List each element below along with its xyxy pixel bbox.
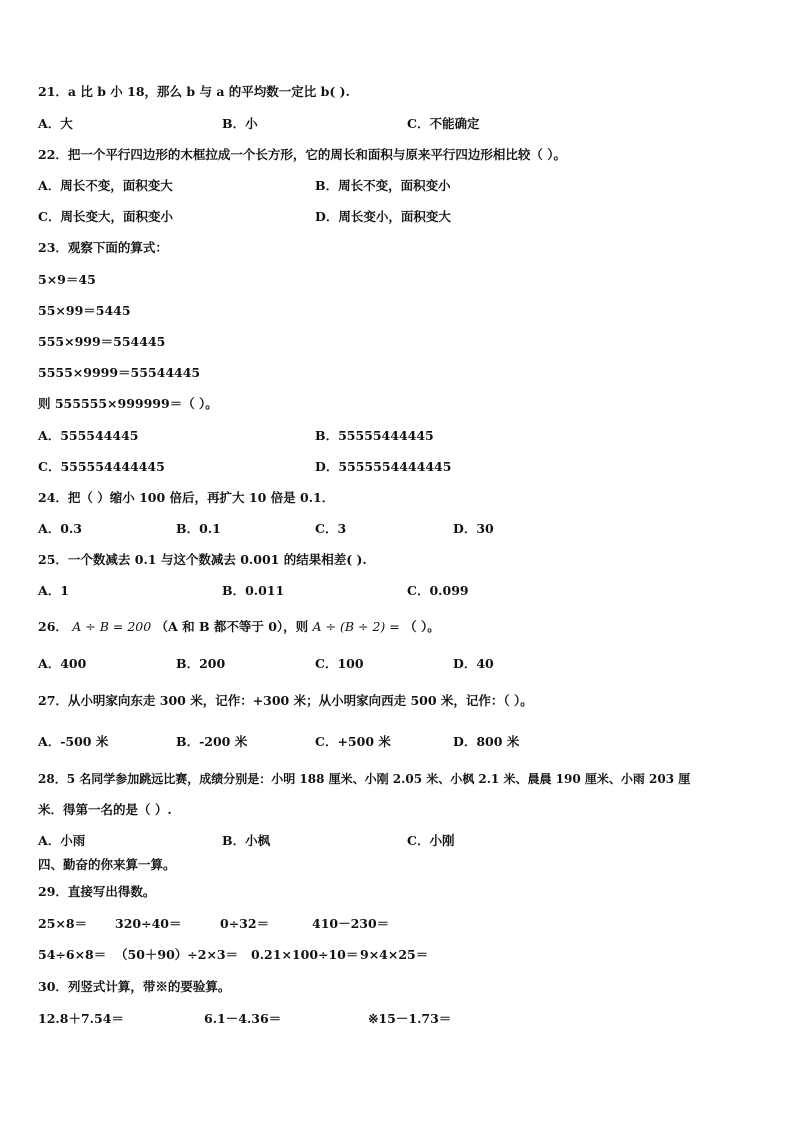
- question-25: 25．一个数减去 0.1 与这个数减去 0.001 的结果相差( ).: [38, 552, 367, 567]
- option-24-d: D．30: [453, 521, 494, 536]
- option-22-c: C．周长变大，面积变小: [38, 209, 173, 224]
- option-26-d: D．40: [453, 656, 494, 671]
- formula-line-4: 5555×9999＝55544445: [38, 365, 201, 380]
- calc-29-5: 54÷6×8＝: [38, 947, 107, 962]
- formula-line-1: 5×9＝45: [38, 272, 96, 287]
- option-28-a: A．小雨: [38, 833, 86, 848]
- option-23-b: B．55555444445: [315, 428, 434, 443]
- calc-29-4: 410－230＝: [312, 916, 390, 931]
- option-24-c: C．3: [315, 521, 347, 536]
- question-26-number: 26．: [38, 619, 68, 634]
- question-23: 23．观察下面的算式：: [38, 240, 168, 255]
- calc-29-1: 25×8＝: [38, 916, 88, 931]
- calc-29-2: 320÷40＝: [115, 916, 182, 931]
- calc-30-3: ※15－1.73＝: [368, 1011, 452, 1026]
- option-22-d: D．周长变小，面积变大: [315, 209, 451, 224]
- question-28-line-1: 28．5 名同学参加跳远比赛，成绩分别是：小明 188 厘米、小刚 2.05 米、小枫 2.1 米、晨晨 190 厘米、小雨 203 厘: [38, 772, 691, 786]
- calc-29-6: （50＋90）÷2×3＝: [115, 947, 239, 962]
- question-26-blank: （ ）。: [404, 619, 440, 634]
- option-26-c: C．100: [315, 656, 364, 671]
- option-25-c: C．0.099: [407, 583, 469, 598]
- question-26-condition: （A 和 B 都不等于 0），则: [155, 619, 309, 634]
- formula-line-2: 55×99＝5445: [38, 303, 131, 318]
- option-24-b: B．0.1: [176, 521, 221, 536]
- option-28-c: C．小刚: [407, 833, 455, 848]
- question-22: 22．把一个平行四边形的木框拉成一个长方形，它的周长和面积与原来平行四边形相比较（ ）。: [38, 147, 566, 162]
- question-26: [38, 619, 440, 635]
- option-21-b: B．小: [222, 116, 258, 131]
- question-24: 24．把（ ）缩小 100 倍后，再扩大 10 倍是 0.1．: [38, 490, 335, 505]
- question-29: 29．直接写出得数。: [38, 884, 156, 899]
- option-22-a: A．周长不变，面积变大: [38, 178, 173, 193]
- question-28-line-2: 米．得第一名的是（ ）.: [38, 802, 172, 817]
- option-27-d: D．800 米: [453, 734, 520, 749]
- option-26-a: A．400: [38, 656, 87, 671]
- question-30: 30．列竖式计算，带※的要验算。: [38, 979, 231, 994]
- question-27: 27．从小明家向东走 300 米，记作：+300 米；从小明家向西走 500 米，记作：（ ）。: [38, 693, 533, 708]
- calc-30-2: 6.1－4.36＝: [204, 1011, 282, 1026]
- calc-29-8: 9×4×25＝: [360, 947, 429, 962]
- option-25-b: B．0.011: [222, 583, 285, 598]
- question-21: 21．a 比 b 小 18，那么 b 与 a 的平均数一定比 b( ).: [38, 84, 350, 99]
- calc-29-3: 0÷32＝: [220, 916, 270, 931]
- option-23-d: D．5555554444445: [315, 459, 452, 474]
- option-28-b: B．小枫: [222, 833, 271, 848]
- option-23-a: A．555544445: [38, 428, 139, 443]
- calc-30-1: 12.8＋7.54＝: [38, 1011, 124, 1026]
- option-27-c: C．+500 米: [315, 734, 391, 749]
- formula-a-div-b-half: A ÷ (B ÷ 2) =: [312, 619, 400, 634]
- option-24-a: A．0.3: [38, 521, 82, 536]
- option-26-b: B．200: [176, 656, 226, 671]
- question-23-ask: 则 555555×999999＝（ ）。: [38, 396, 218, 411]
- option-22-b: B．周长不变，面积变小: [315, 178, 451, 193]
- option-21-c: C．不能确定: [407, 116, 480, 131]
- formula-line-3: 555×999＝554445: [38, 334, 166, 349]
- option-27-b: B．-200 米: [176, 734, 248, 749]
- formula-a-div-b: A ÷ B = 200: [72, 619, 152, 634]
- option-27-a: A．-500 米: [38, 734, 109, 749]
- option-23-c: C．555554444445: [38, 459, 165, 474]
- section-heading: 四、勤奋的你来算一算。: [38, 857, 176, 872]
- calc-29-7: 0.21×100÷10＝: [251, 947, 359, 962]
- option-21-a: A．大: [38, 116, 73, 131]
- option-25-a: A．1: [38, 583, 69, 598]
